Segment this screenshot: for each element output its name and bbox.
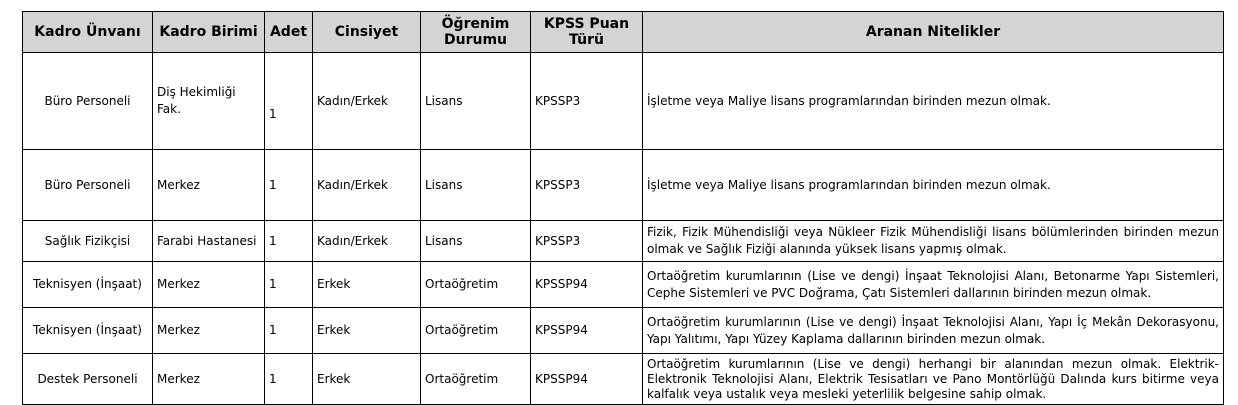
header-kadro-unvani: Kadro Ünvanı — [23, 12, 153, 53]
cell-unvan: Büro Personeli — [23, 150, 153, 221]
table-row — [23, 221, 1224, 262]
cell-ogrenim: Ortaöğretim — [421, 354, 531, 405]
cell-kpss: KPSSP3 — [531, 53, 643, 150]
cell-birim: Diş Hekimliği Fak. — [153, 53, 265, 150]
cell-cinsiyet: Kadın/Erkek — [313, 150, 421, 221]
header-kpss-puan-turu: KPSS Puan Türü — [531, 12, 643, 53]
cell-unvan: Sağlık Fizikçisi — [23, 221, 153, 262]
cell-birim: Merkez — [153, 150, 265, 221]
cell-kpss: KPSSP94 — [531, 262, 643, 308]
cell-adet: 1 — [265, 308, 313, 354]
header-aranan-nitelikler: Aranan Nitelikler — [643, 12, 1224, 53]
cell-cinsiyet: Kadın/Erkek — [313, 221, 421, 262]
cell-ogrenim: Lisans — [421, 53, 531, 150]
cell-nitelik: Ortaöğretim kurumlarının (Lise ve dengi) herhangi bir alanından mezun olmak. Elektrik-Elektronik Teknolojisi Alanı, Elektrik Tesisatları ve Pano Montörlüğü Dalında kurs bitirme veya kalfalık veya ustalık veya mesleki yeterlilik belgesine sahip olmak. — [643, 354, 1224, 405]
cell-birim: Merkez — [153, 308, 265, 354]
header-row — [23, 12, 1224, 53]
cell-cinsiyet: Erkek — [313, 308, 421, 354]
cell-nitelik: İşletme veya Maliye lisans programlarından birinden mezun olmak. — [643, 53, 1224, 150]
cell-cinsiyet: Erkek — [313, 354, 421, 405]
cell-unvan: Teknisyen (İnşaat) — [23, 262, 153, 308]
table-row — [23, 53, 1224, 150]
cell-cinsiyet: Kadın/Erkek — [313, 53, 421, 150]
cell-unvan: Destek Personeli — [23, 354, 153, 405]
cell-adet: 1 — [265, 354, 313, 405]
cell-birim: Farabi Hastanesi — [153, 221, 265, 262]
table-row — [23, 308, 1224, 354]
cell-adet: 1 — [265, 53, 313, 150]
cell-adet: 1 — [265, 221, 313, 262]
cell-kpss: KPSSP3 — [531, 221, 643, 262]
cell-cinsiyet: Erkek — [313, 262, 421, 308]
cell-nitelik: Fizik, Fizik Mühendisliği veya Nükleer Fizik Mühendisliği lisans bölümlerinden birinden mezun olmak ve Sağlık Fiziği alanında yüksek lisans yapmış olmak. — [643, 221, 1224, 262]
cell-birim: Merkez — [153, 354, 265, 405]
header-kadro-birimi: Kadro Birimi — [153, 12, 265, 53]
cell-ogrenim: Ortaöğretim — [421, 308, 531, 354]
cell-nitelik: Ortaöğretim kurumlarının (Lise ve dengi) İnşaat Teknolojisi Alanı, Betonarme Yapı Sistemleri, Cephe Sistemleri ve PVC Doğrama, Çatı Sistemleri dallarının birinden mezun olmak. — [643, 262, 1224, 308]
cell-ogrenim: Ortaöğretim — [421, 262, 531, 308]
cell-kpss: KPSSP94 — [531, 354, 643, 405]
header-adet: Adet — [265, 12, 313, 53]
cell-unvan: Büro Personeli — [23, 53, 153, 150]
header-cinsiyet: Cinsiyet — [313, 12, 421, 53]
table-row — [23, 354, 1224, 405]
cell-unvan: Teknisyen (İnşaat) — [23, 308, 153, 354]
header-ogrenim-durumu: Öğrenim Durumu — [421, 12, 531, 53]
cell-kpss: KPSSP94 — [531, 308, 643, 354]
table-row — [23, 262, 1224, 308]
table-row — [23, 150, 1224, 221]
cell-ogrenim: Lisans — [421, 150, 531, 221]
kadro-table — [22, 11, 1224, 405]
cell-adet: 1 — [265, 150, 313, 221]
cell-kpss: KPSSP3 — [531, 150, 643, 221]
cell-nitelik: İşletme veya Maliye lisans programlarından birinden mezun olmak. — [643, 150, 1224, 221]
cell-ogrenim: Lisans — [421, 221, 531, 262]
cell-birim: Merkez — [153, 262, 265, 308]
cell-nitelik: Ortaöğretim kurumlarının (Lise ve dengi) İnşaat Teknolojisi Alanı, Yapı İç Mekân Dekorasyonu, Yapı Yalıtımı, Yapı Yüzey Kaplama dallarının birinden mezun olmak. — [643, 308, 1224, 354]
cell-adet: 1 — [265, 262, 313, 308]
